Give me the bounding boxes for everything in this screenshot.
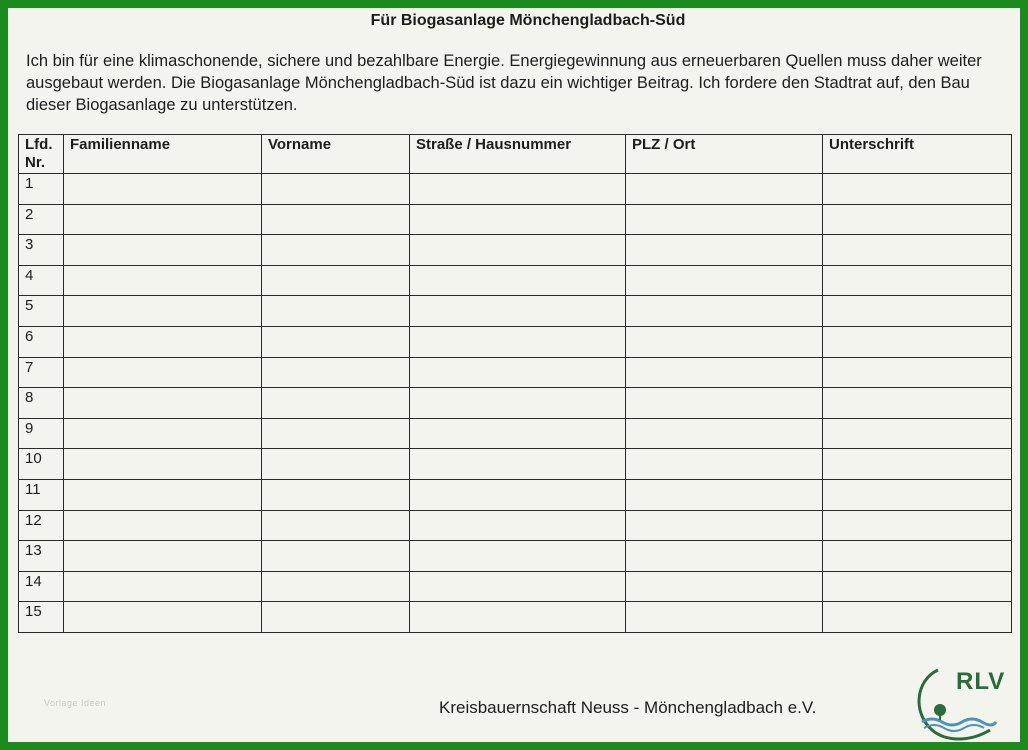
signature-cell[interactable]: [262, 418, 410, 449]
row-number: 13: [19, 541, 64, 572]
signature-cell[interactable]: [823, 388, 1012, 419]
row-number: 12: [19, 510, 64, 541]
signature-cell[interactable]: [823, 296, 1012, 327]
signature-cell[interactable]: [262, 510, 410, 541]
signature-cell[interactable]: [262, 479, 410, 510]
signature-cell[interactable]: [410, 479, 626, 510]
table-row: [19, 510, 1012, 541]
table-row: [19, 479, 1012, 510]
watermark-text: Vorlage Ideen: [44, 698, 107, 708]
page-title: Für Biogasanlage Mönchengladbach-Süd: [370, 12, 686, 29]
table-header-row: [19, 135, 1012, 174]
signature-cell[interactable]: [410, 602, 626, 633]
signature-cell[interactable]: [626, 174, 823, 205]
signature-cell[interactable]: [823, 326, 1012, 357]
signature-cell[interactable]: [64, 235, 262, 266]
signature-cell[interactable]: [626, 204, 823, 235]
signature-cell[interactable]: [410, 510, 626, 541]
signature-cell[interactable]: [823, 510, 1012, 541]
signature-cell[interactable]: [262, 204, 410, 235]
row-number: 11: [19, 479, 64, 510]
signature-cell[interactable]: [64, 541, 262, 572]
signature-cell[interactable]: [823, 449, 1012, 480]
signature-cell[interactable]: [626, 479, 823, 510]
signature-cell[interactable]: [823, 357, 1012, 388]
signature-cell[interactable]: [410, 541, 626, 572]
signature-cell[interactable]: [262, 174, 410, 205]
signature-cell[interactable]: [410, 449, 626, 480]
signature-cell[interactable]: [626, 388, 823, 419]
signature-cell[interactable]: [262, 449, 410, 480]
signature-cell[interactable]: [262, 326, 410, 357]
table-row: [19, 296, 1012, 327]
row-number: 10: [19, 449, 64, 480]
signature-cell[interactable]: [64, 479, 262, 510]
signature-cell[interactable]: [626, 357, 823, 388]
signature-cell[interactable]: [410, 235, 626, 266]
signature-cell[interactable]: [64, 602, 262, 633]
row-number: 1: [19, 174, 64, 205]
signature-cell[interactable]: [823, 174, 1012, 205]
signature-cell[interactable]: [64, 296, 262, 327]
header-strasse: Straße / Hausnummer: [410, 135, 626, 174]
signature-cell[interactable]: [626, 296, 823, 327]
signature-cell[interactable]: [410, 265, 626, 296]
signature-cell[interactable]: [262, 541, 410, 572]
signature-cell[interactable]: [626, 326, 823, 357]
signature-cell[interactable]: [64, 388, 262, 419]
signature-cell[interactable]: [626, 571, 823, 602]
petition-sheet: [8, 8, 1020, 742]
signature-cell[interactable]: [410, 296, 626, 327]
table-row: [19, 418, 1012, 449]
header-lfd-nr: Lfd. Nr.: [19, 135, 64, 174]
signature-cell[interactable]: [64, 204, 262, 235]
table-row: [19, 326, 1012, 357]
signature-cell[interactable]: [262, 571, 410, 602]
signature-cell[interactable]: [626, 510, 823, 541]
signature-cell[interactable]: [823, 602, 1012, 633]
signature-cell[interactable]: [262, 265, 410, 296]
signature-cell[interactable]: [64, 510, 262, 541]
signature-table: [18, 134, 1012, 633]
signature-cell[interactable]: [64, 326, 262, 357]
table-row: [19, 602, 1012, 633]
signature-cell[interactable]: [262, 357, 410, 388]
footer-organization: Kreisbauernschaft Neuss - Mönchengladbach e.V.: [439, 698, 817, 717]
signature-cell[interactable]: [64, 265, 262, 296]
signature-cell[interactable]: [823, 265, 1012, 296]
signature-cell[interactable]: [626, 541, 823, 572]
header-plz-ort: PLZ / Ort: [626, 135, 823, 174]
row-number: 2: [19, 204, 64, 235]
signature-cell[interactable]: [410, 418, 626, 449]
row-number: 14: [19, 571, 64, 602]
signature-cell[interactable]: [64, 571, 262, 602]
signature-cell[interactable]: [64, 449, 262, 480]
table-row: [19, 571, 1012, 602]
header-familienname: Familienname: [64, 135, 262, 174]
signature-cell[interactable]: [823, 571, 1012, 602]
row-number: 8: [19, 388, 64, 419]
row-number: 5: [19, 296, 64, 327]
row-number: 6: [19, 326, 64, 357]
signature-cell[interactable]: [626, 449, 823, 480]
header-vorname: Vorname: [262, 135, 410, 174]
table-row: [19, 449, 1012, 480]
table-row: [19, 357, 1012, 388]
signature-cell[interactable]: [64, 174, 262, 205]
signature-cell[interactable]: [823, 204, 1012, 235]
intro-text: Ich bin für eine klimaschonende, sichere und bezahlbare Energie. Energiegewinnung aus erneuerbaren Quellen muss daher weiter ausgebaut werden. Die Biogasanlage Mönchengladbach-Süd ist dazu ein wichtiger Beitrag. Ich fordere den Stadtrat auf, den Bau dieser Biogasanlage zu unterstützen.: [26, 52, 982, 114]
signature-cell[interactable]: [410, 571, 626, 602]
signature-cell[interactable]: [626, 235, 823, 266]
table-row: [19, 265, 1012, 296]
row-number: 3: [19, 235, 64, 266]
row-number: 4: [19, 265, 64, 296]
signature-cell[interactable]: [626, 602, 823, 633]
signature-cell[interactable]: [823, 541, 1012, 572]
table-row: [19, 388, 1012, 419]
signature-cell[interactable]: [823, 479, 1012, 510]
row-number: 15: [19, 602, 64, 633]
signature-cell[interactable]: [410, 326, 626, 357]
row-number: 7: [19, 357, 64, 388]
signature-cell[interactable]: [626, 265, 823, 296]
signature-cell[interactable]: [262, 296, 410, 327]
signature-cell[interactable]: [262, 235, 410, 266]
signature-cell[interactable]: [626, 418, 823, 449]
signature-cell[interactable]: [410, 388, 626, 419]
table-row: [19, 541, 1012, 572]
signature-cell[interactable]: [410, 174, 626, 205]
signature-cell[interactable]: [410, 357, 626, 388]
signature-cell[interactable]: [823, 418, 1012, 449]
table-row: [19, 235, 1012, 266]
signature-cell[interactable]: [64, 357, 262, 388]
header-unterschrift: Unterschrift: [823, 135, 1012, 174]
table-row: [19, 204, 1012, 235]
signature-cell[interactable]: [262, 602, 410, 633]
signature-cell[interactable]: [823, 235, 1012, 266]
logo-text: RLV: [956, 668, 1006, 695]
signature-cell[interactable]: [64, 418, 262, 449]
signature-cell[interactable]: [262, 388, 410, 419]
table-row: [19, 174, 1012, 205]
row-number: 9: [19, 418, 64, 449]
signature-cell[interactable]: [410, 204, 626, 235]
